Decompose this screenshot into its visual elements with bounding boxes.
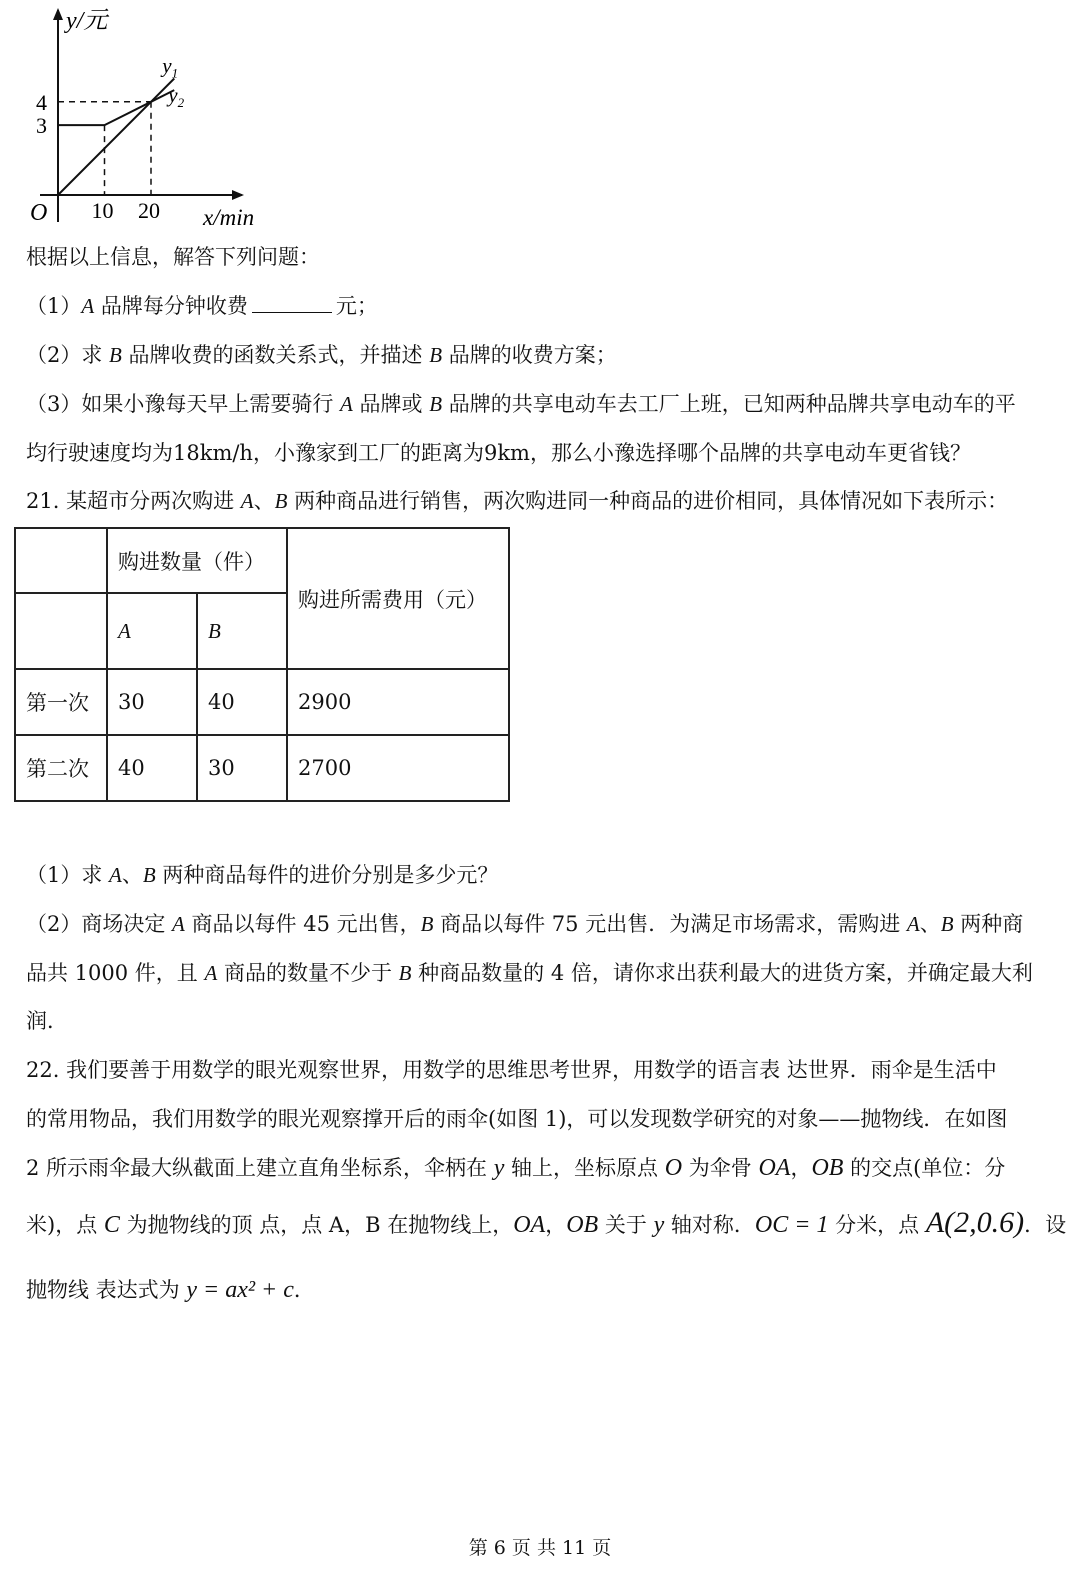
table-row: 第一次 30 40 2900 xyxy=(15,669,509,735)
q21-title: 21. 某超市分两次购进 A、B 两种商品进行销售，两次购进同一种商品的进价相同，具体情况如下表所示： xyxy=(26,489,1009,513)
series-label-2: $y_2$ xyxy=(168,83,185,111)
q22-line3: 2 所示雨伞最大纵截面上建立直角坐标系，伞柄在 y 轴上，坐标原点 O 为伞骨 OA，OB 的交点(单位：分 xyxy=(26,1155,1006,1181)
function-graph xyxy=(0,0,300,240)
x-tick-10: 10 xyxy=(91,198,114,223)
q21-part2-line1: （2）商场决定 A 商品以每件 45 元出售，B 商品以每件 75 元出售．为满足市场需求，需购进 A、B 两种商 xyxy=(26,912,1024,936)
header-qty: 购进数量（件） xyxy=(107,528,287,593)
y-axis-label: y/元 xyxy=(66,8,108,34)
series-line-1 xyxy=(58,79,174,196)
q20-part2: （2）求 B 品牌收费的函数关系式，并描述 B 品牌的收费方案； xyxy=(26,343,617,367)
q20-part3-line1: （3）如果小豫每天早上需要骑行 A 品牌或 B 品牌的共享电动车去工厂上班，已知两种品牌共享电动车的平 xyxy=(26,392,1016,416)
header-cost: 购进所需费用（元） xyxy=(287,528,509,669)
table-empty-cell xyxy=(15,593,107,669)
purchase-table xyxy=(14,527,510,802)
q20-part3-line2: 均行驶速度均为18km/h，小豫家到工厂的距离为9km，那么小豫选择哪个品牌的共享电动车更省钱？ xyxy=(26,441,971,465)
origin-label: O xyxy=(30,200,48,226)
q22-line1: 22. 我们要善于用数学的眼光观察世界，用数学的思维思考世界，用数学的语言表 达世界．雨伞是生活中 xyxy=(26,1058,997,1082)
q20-intro: 根据以上信息，解答下列问题： xyxy=(26,245,320,269)
table-corner-cell xyxy=(15,528,107,593)
q22-line5: 抛物线 表达式为 y = ax² + c． xyxy=(26,1277,315,1303)
q20-part1: （1）A 品牌每分钟收费 元； xyxy=(26,294,378,318)
y-tick-4: 4 xyxy=(36,89,47,115)
col-a: A xyxy=(107,593,197,669)
q21-part2-line3: 润． xyxy=(26,1009,68,1033)
q22-line4: 米)，点 C 为抛物线的顶 点，点 A，B 在抛物线上，OA，OB 关于 y 轴对称．OC = 1 分米，点 A(2,0.6)．设 xyxy=(26,1206,1067,1239)
y-tick-3: 3 xyxy=(36,113,47,139)
series-label-1: $y_1$ xyxy=(162,53,179,81)
table-row: 第二次 40 30 2700 xyxy=(15,735,509,801)
col-b: B xyxy=(197,593,287,669)
answer-blank[interactable] xyxy=(252,292,332,313)
x-axis-label: x/min xyxy=(203,205,255,230)
q21-part2-line2: 品共 1000 件，且 A 商品的数量不少于 B 种商品数量的 4 倍，请你求出获利最大的进货方案，并确定最大利 xyxy=(26,961,1033,985)
q21-part1: （1）求 A、B 两种商品每件的进价分别是多少元？ xyxy=(26,863,499,887)
x-tick-20: 20 xyxy=(138,198,160,223)
page-footer: 第 6 页 共 11 页 xyxy=(468,1537,612,1559)
q22-line2: 的常用物品，我们用数学的眼光观察撑开后的雨伞(如图 1)，可以发现数学研究的对象——抛物线．在如图 xyxy=(26,1107,1008,1131)
